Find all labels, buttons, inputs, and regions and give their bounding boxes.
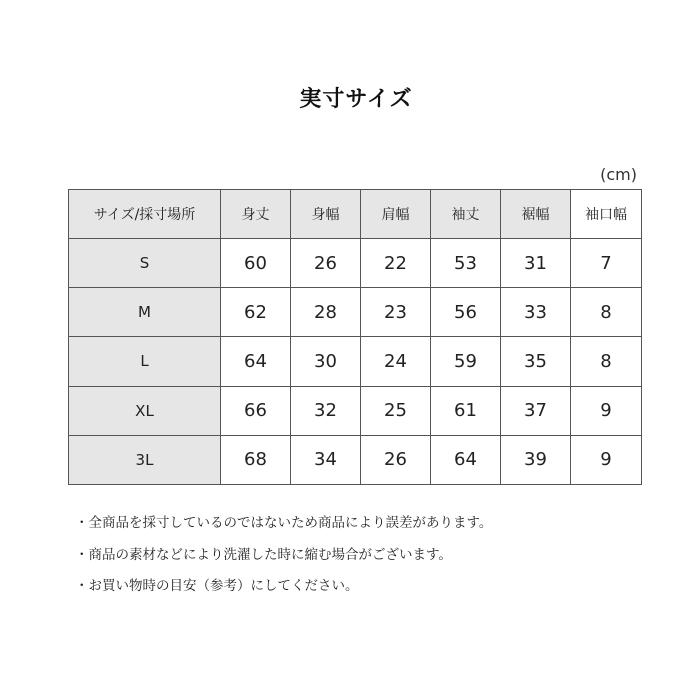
unit-label: (cm) [600,165,637,184]
header-cuff-width: 袖口幅 [571,190,642,239]
page-title: 実寸サイズ [299,87,413,112]
table-cell: 60 [221,239,291,288]
table-cell: 66 [221,386,291,435]
table-cell: 34 [291,435,361,484]
header-shoulder-width: 肩幅 [361,190,431,239]
header-body-length: 身丈 [221,190,291,239]
table-cell: 53 [431,239,501,288]
table-cell: 61 [431,386,501,435]
table-cell: 39 [501,435,571,484]
table-cell: 62 [221,288,291,337]
table-cell: 24 [361,337,431,386]
header-size-measure: サイズ/採寸場所 [69,190,221,239]
table-cell: 32 [291,386,361,435]
table-row [69,337,642,386]
table-row [69,239,642,288]
note-reference: ・お買い物時の目安（参考）にしてください。 [75,578,359,594]
note-measurement-error: ・全商品を採寸しているのではないため商品により誤差があります。 [75,515,493,531]
table-cell: 64 [431,435,501,484]
table-cell: 35 [501,337,571,386]
table-cell: 9 [571,435,642,484]
table-header-row [69,190,642,239]
notes-list [75,513,492,608]
table-cell: 25 [361,386,431,435]
table-cell: 23 [361,288,431,337]
table-cell: 8 [571,288,642,337]
table-cell: 22 [361,239,431,288]
table-cell: 37 [501,386,571,435]
header-sleeve-length: 袖丈 [431,190,501,239]
table-cell: 26 [291,239,361,288]
note-shrinkage: ・商品の素材などにより洗濯した時に縮む場合がございます。 [75,546,452,563]
table-cell: 64 [221,337,291,386]
table-row [69,288,642,337]
table-cell: 26 [361,435,431,484]
size-label: L [69,337,221,386]
table-cell: 8 [571,337,642,386]
size-label: XL [69,386,221,435]
size-label: M [69,288,221,337]
table-cell: 28 [291,288,361,337]
table-cell: 30 [291,337,361,386]
size-label: S [69,239,221,288]
table-cell: 7 [571,239,642,288]
table-cell: 33 [501,288,571,337]
table-cell: 68 [221,435,291,484]
table-cell: 59 [431,337,501,386]
header-body-width: 身幅 [291,190,361,239]
table-cell: 31 [501,239,571,288]
size-label: 3L [69,435,221,484]
table-row [69,435,642,484]
size-table [68,189,642,485]
table-row [69,386,642,435]
table-cell: 9 [571,386,642,435]
table-cell: 56 [431,288,501,337]
header-hem-width: 裾幅 [501,190,571,239]
